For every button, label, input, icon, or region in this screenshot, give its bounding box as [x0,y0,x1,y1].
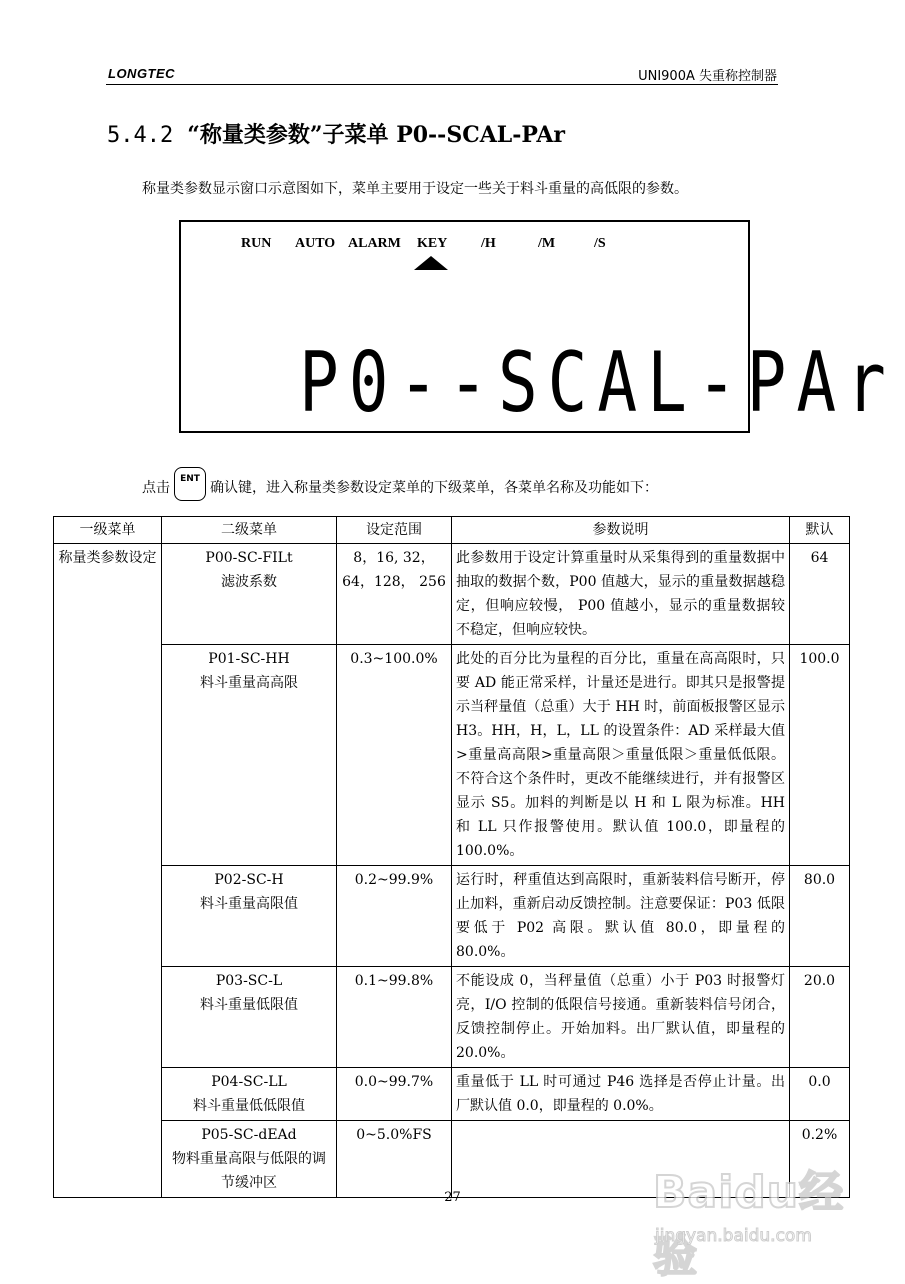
param-name: 物料重量高限与低限的调节缓冲区 [172,1151,326,1191]
default-cell: 0.2% [790,1121,850,1198]
table-row [54,544,850,645]
range-cell: 0.1~99.8% [337,967,452,1068]
table-row [54,645,850,866]
level2-menu-cell [162,967,337,1068]
description-cell: 此处的百分比为量程的百分比，重量在高高限时，只要 AD 能正常采样，计量还是进行。即其只是报警提示当秤量值（总重）大于 HH 时，前面板报警区显示 H3。HH，H，L，LL 的设置条件：AD 采样最大值>重量高高限>重量高限＞重量低限＞重量低低限。不符合这个条件时，更改不能继续进行，并有报警区显示 S5。加料的判断是以 H 和 L 限为标准。HH 和 LL 只作报警使用。默认值 100.0，即量程的 100.0%。 [452,645,790,866]
default-cell: 80.0 [790,866,850,967]
header-product: UNI900A 失重称控制器 [638,69,777,84]
col-header-default: 默认 [790,517,850,544]
param-code: P05-SC-dEAd [201,1127,297,1143]
param-code: P01-SC-HH [208,651,290,667]
level2-menu-cell [162,544,337,645]
range-cell: 0.0~99.7% [337,1068,452,1121]
lcd-label-second: /S [594,236,606,251]
watermark [635,1148,845,1282]
param-name: 滤波系数 [221,574,277,590]
lcd-label-key: KEY [417,236,448,251]
param-code: P04-SC-LL [211,1074,287,1090]
description-cell: 不能设成 0，当秤量值（总重）小于 P03 时报警灯亮，I/O 控制的低限信号接通。重新装料信号闭合，反馈控制停止。开始加料。出厂默认值，即量程的 20.0%。 [452,967,790,1068]
table-row [54,866,850,967]
header-divider [106,84,778,85]
range-cell: 8，16, 32， 64，128， 256 [337,544,452,645]
param-name: 料斗重量低限值 [200,997,298,1013]
watermark-url: jingyan.baidu.com [655,1226,812,1246]
col-header-level2: 二级菜单 [162,517,337,544]
range-cell: 0~5.0%FS [337,1121,452,1198]
header-brand: LONGTEC [108,66,176,81]
description-cell: 此参数用于设定计算重量时从采集得到的重量数据中抽取的数据个数，P00 值越大，显示的重量数据越稳定，但响应较慢， P00 值越小，显示的重量数据较不稳定，但响应较快。 [452,544,790,645]
lcd-label-hour: /H [481,236,496,251]
section-title [107,118,565,149]
parameter-table [53,516,850,1198]
level2-menu-cell [162,1068,337,1121]
param-code: P03-SC-L [215,973,283,989]
table-row [54,967,850,1068]
section-heading: “称量类参数”子菜单 P0--SCAL-PAr [187,122,565,148]
lcd-label-alarm: ALARM [348,236,401,251]
description-cell: 运行时，秤重值达到高限时，重新装料信号断开，停止加料，重新启动反馈控制。注意要保证：P03 低限要低于 P02 高限。默认值 80.0，即量程的 80.0%。 [452,866,790,967]
default-cell: 100.0 [790,645,850,866]
description-cell: 重量低于 LL 时可通过 P46 选择是否停止计量。出厂默认值 0.0，即量程的 0.0%。 [452,1068,790,1121]
ent-key-icon: ENT [174,467,206,501]
range-cell: 0.3~100.0% [337,645,452,866]
level2-menu-cell [162,1121,337,1198]
level2-menu-cell [162,866,337,967]
lcd-label-run: RUN [241,236,272,251]
ent-instruction-prefix: 点击 [142,480,170,496]
lcd-label-minute: /M [538,236,556,251]
param-name: 料斗重量高高限 [200,675,298,691]
intro-paragraph: 称量类参数显示窗口示意图如下，菜单主要用于设定一些关于料斗重量的高低限的参数。 [142,181,688,197]
key-indicator-arrow-icon [414,256,448,270]
table-row [54,1068,850,1121]
level1-menu-cell: 称量类参数设定 [54,544,162,1198]
range-cell: 0.2~99.9% [337,866,452,967]
param-code: P02-SC-H [214,872,284,888]
ent-instruction [142,463,658,497]
col-header-level1: 一级菜单 [54,517,162,544]
watermark-logo: Baidu经验 [653,1167,845,1282]
default-cell: 20.0 [790,967,850,1068]
page-number: 27 [444,1190,461,1205]
param-name: 料斗重量低低限值 [193,1098,305,1114]
param-code: P00-SC-FILt [205,550,293,566]
default-cell: 0.0 [790,1068,850,1121]
param-name: 料斗重量高限值 [200,896,298,912]
lcd-main-text: P0--SCAL-PAr [299,334,896,431]
section-number: 5.4.2 [107,123,174,148]
ent-instruction-suffix: 确认键，进入称量类参数设定菜单的下级菜单，各菜单名称及功能如下： [210,480,658,496]
col-header-description: 参数说明 [452,517,790,544]
lcd-display [179,220,896,433]
lcd-label-auto: AUTO [295,236,336,251]
col-header-range: 设定范围 [337,517,452,544]
level2-menu-cell [162,645,337,866]
default-cell: 64 [790,544,850,645]
table-header-row [54,517,850,544]
